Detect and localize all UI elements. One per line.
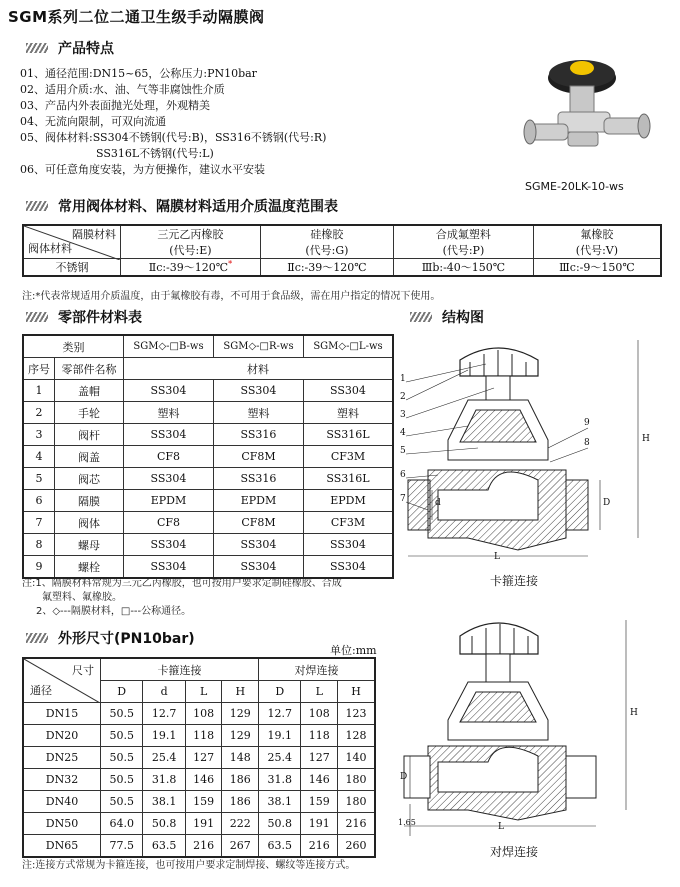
features-list — [20, 66, 326, 178]
parts-row — [23, 534, 393, 556]
unit-label: 单位:mm — [330, 644, 377, 657]
parts-name: 阀杆 — [55, 424, 124, 446]
dim-row — [23, 725, 375, 747]
feature-item: SS316L不锈钢(代号:L) — [96, 147, 214, 160]
dim-group-header: 对焊连接 — [259, 658, 375, 681]
dim-row — [23, 835, 375, 858]
dim-corner-bottom: 通径 — [30, 683, 52, 697]
section-marker-icon — [26, 633, 48, 643]
dim-value: 63.5 — [259, 835, 301, 858]
parts-material: SS304 — [124, 534, 214, 556]
parts-row — [23, 490, 393, 512]
dim-value: 216 — [338, 813, 375, 835]
temp-table-note: 注:*代表常规适用介质温度，由于氟橡胶有毒，不可用于食品级，需在用户指定的情况下使用。 — [22, 291, 441, 302]
part-label: 4 — [400, 428, 406, 438]
dim-sub-header: D — [259, 681, 301, 703]
dim-thickness-label: 1.65 — [398, 818, 416, 827]
dim-value: 108 — [301, 703, 338, 725]
features-heading-text: 产品特点 — [58, 41, 114, 57]
parts-row — [23, 512, 393, 534]
parts-material: SS304 — [213, 556, 303, 579]
dimensions-heading — [26, 628, 195, 648]
structure-heading-text: 结构图 — [442, 310, 484, 326]
temp-col-code: (代号:E) — [121, 242, 261, 259]
dim-L-label: L — [494, 552, 500, 562]
dim-sub-header: H — [338, 681, 375, 703]
dim-value: 260 — [338, 835, 375, 858]
dim-value: 50.5 — [101, 791, 143, 813]
dim-value: 216 — [185, 835, 222, 858]
dim-value: 118 — [301, 725, 338, 747]
dim-D-label: D — [603, 498, 611, 508]
parts-material: CF8 — [124, 446, 214, 468]
dim-value: 148 — [222, 747, 259, 769]
parts-material: CF3M — [303, 512, 393, 534]
structure-heading — [410, 307, 484, 327]
parts-row — [23, 402, 393, 424]
clamp-structure-diagram — [398, 330, 668, 570]
parts-material: SS304 — [303, 380, 393, 402]
parts-no: 1 — [23, 380, 55, 402]
product-photo — [520, 38, 658, 173]
part-label: 3 — [400, 410, 406, 420]
dim-row — [23, 813, 375, 835]
parts-name: 手轮 — [55, 402, 124, 424]
parts-no-header: 序号 — [23, 358, 55, 380]
dim-value: 186 — [222, 791, 259, 813]
dim-value: 186 — [222, 769, 259, 791]
parts-heading-text: 零部件材料表 — [58, 310, 142, 326]
parts-material: SS304 — [303, 556, 393, 579]
parts-name: 盖帽 — [55, 380, 124, 402]
part-label: 2 — [400, 392, 406, 402]
parts-row — [23, 446, 393, 468]
dim-value: 129 — [222, 703, 259, 725]
parts-model-col: SGM◇-□R-ws — [213, 335, 303, 358]
parts-material: CF8M — [213, 446, 303, 468]
dim-value: 50.8 — [259, 813, 301, 835]
feature-item: 04、无流向限制，可双向流通 — [20, 115, 166, 128]
page-title: SGM系列二位二通卫生级手动隔膜阀 — [8, 8, 265, 26]
parts-material: 塑料 — [213, 402, 303, 424]
weld-caption: 对焊连接 — [490, 845, 539, 859]
temp-table-heading-text: 常用阀体材料、隔膜材料适用介质温度范围表 — [58, 199, 338, 215]
dim-value: 118 — [185, 725, 222, 747]
dim-d-label: d — [435, 498, 441, 508]
feature-item: 01、通径范围:DN15~65，公称压力:PN10bar — [20, 67, 257, 80]
parts-no: 8 — [23, 534, 55, 556]
dim-value: 146 — [185, 769, 222, 791]
dim-sub-header: d — [143, 681, 185, 703]
dim-sub-header: L — [185, 681, 222, 703]
dim-value: 77.5 — [101, 835, 143, 858]
feature-item: 06、可任意角度安装，为方便操作，建议水平安装 — [20, 163, 265, 176]
parts-row — [23, 380, 393, 402]
parts-material: SS304 — [124, 468, 214, 490]
temp-col-code: (代号:G) — [260, 242, 393, 259]
dim-value: 180 — [338, 791, 375, 813]
parts-material: EPDM — [213, 490, 303, 512]
dim-value: 129 — [222, 725, 259, 747]
dim-row — [23, 791, 375, 813]
feature-item: 05、阀体材料:SS304不锈钢(代号:B)，SS316不锈钢(代号:R) — [20, 131, 327, 144]
parts-name: 隔膜 — [55, 490, 124, 512]
parts-material: 塑料 — [124, 402, 214, 424]
feature-item: 03、产品内外表面抛光处理，外观精美 — [20, 99, 210, 112]
parts-note-line: 氟塑料、氟橡胶。 — [42, 592, 122, 603]
parts-material-header: 材料 — [124, 358, 394, 380]
parts-no: 6 — [23, 490, 55, 512]
dim-sub-header: H — [222, 681, 259, 703]
dim-row — [23, 747, 375, 769]
corner-bottom-label: 阀体材料 — [28, 242, 72, 255]
dim-value: 108 — [185, 703, 222, 725]
temp-cell — [121, 259, 261, 277]
dim-value: 128 — [338, 725, 375, 747]
parts-row — [23, 556, 393, 579]
temp-col-code: (代号:V) — [533, 242, 661, 259]
dimensions-note: 注:连接方式常规为卡箍连接，也可按用户要求定制焊接、螺纹等连接方式。 — [22, 860, 356, 871]
section-marker-icon — [410, 312, 432, 322]
weld-structure-diagram — [398, 600, 668, 838]
temp-col-header: 三元乙丙橡胶 — [121, 225, 261, 242]
temp-value: Ⅱc:-39～120℃ — [148, 261, 229, 274]
dim-value: 146 — [301, 769, 338, 791]
dim-value: 25.4 — [259, 747, 301, 769]
parts-model-col: SGM◇-□L-ws — [303, 335, 393, 358]
parts-no: 4 — [23, 446, 55, 468]
dim-value: 12.7 — [259, 703, 301, 725]
dim-H-label: H — [642, 434, 650, 444]
dim-value: 64.0 — [101, 813, 143, 835]
dim-value: 191 — [185, 813, 222, 835]
parts-material: SS304 — [213, 534, 303, 556]
parts-no: 5 — [23, 468, 55, 490]
dim-value: 140 — [338, 747, 375, 769]
temp-col-code: (代号:P) — [394, 242, 534, 259]
dim-value: 25.4 — [143, 747, 185, 769]
parts-row — [23, 468, 393, 490]
dim-value: 63.5 — [143, 835, 185, 858]
feature-item: 02、适用介质:水、油、气等非腐蚀性介质 — [20, 83, 225, 96]
parts-no: 2 — [23, 402, 55, 424]
parts-material: SS304 — [124, 556, 214, 579]
section-marker-icon — [26, 43, 48, 53]
part-label: 9 — [584, 418, 590, 428]
dim-D-label: D — [400, 772, 408, 782]
parts-material: SS316 — [213, 424, 303, 446]
parts-material: CF8M — [213, 512, 303, 534]
dim-L-label: L — [498, 822, 504, 832]
parts-material: EPDM — [303, 490, 393, 512]
features-heading — [26, 38, 114, 58]
dim-value: 222 — [222, 813, 259, 835]
dim-value: 50.5 — [101, 747, 143, 769]
dim-dn: DN32 — [23, 769, 101, 791]
temp-table-corner — [23, 225, 121, 259]
dim-value: 38.1 — [143, 791, 185, 813]
parts-name: 螺栓 — [55, 556, 124, 579]
star-mark: * — [228, 259, 233, 269]
parts-material: EPDM — [124, 490, 214, 512]
dim-row — [23, 703, 375, 725]
temp-cell: Ⅱc:-39～120℃ — [260, 259, 393, 277]
dim-value: 12.7 — [143, 703, 185, 725]
dim-value: 127 — [185, 747, 222, 769]
parts-table — [22, 334, 394, 579]
parts-material: CF3M — [303, 446, 393, 468]
parts-material: SS304 — [124, 380, 214, 402]
dimensions-table — [22, 657, 376, 858]
dim-sub-header: D — [101, 681, 143, 703]
dim-value: 216 — [301, 835, 338, 858]
parts-name: 螺母 — [55, 534, 124, 556]
parts-category-label: 类别 — [23, 335, 124, 358]
parts-name-header: 零部件名称 — [55, 358, 124, 380]
parts-material: SS304 — [213, 380, 303, 402]
dim-group-header: 卡箍连接 — [101, 658, 259, 681]
dim-value: 31.8 — [143, 769, 185, 791]
dim-value: 31.8 — [259, 769, 301, 791]
parts-material: SS304 — [303, 534, 393, 556]
parts-material: SS316L — [303, 424, 393, 446]
parts-no: 3 — [23, 424, 55, 446]
temp-cell: Ⅲb:-40～150℃ — [394, 259, 534, 277]
section-marker-icon — [26, 201, 48, 211]
temp-col-header: 氟橡胶 — [533, 225, 661, 242]
dim-value: 19.1 — [143, 725, 185, 747]
temp-cell: Ⅲc:-9～150℃ — [533, 259, 661, 277]
parts-notes — [22, 577, 342, 619]
dim-value: 50.8 — [143, 813, 185, 835]
dim-sub-header: L — [301, 681, 338, 703]
dim-dn: DN50 — [23, 813, 101, 835]
part-label: 7 — [400, 494, 406, 504]
parts-row — [23, 424, 393, 446]
temp-col-header: 硅橡胶 — [260, 225, 393, 242]
dim-table-corner — [23, 658, 101, 703]
temp-col-header: 合成氟塑料 — [394, 225, 534, 242]
dim-value: 191 — [301, 813, 338, 835]
parts-note-line: 2、◇---隔膜材料，□---公称通径。 — [36, 606, 192, 617]
photo-caption: SGME-20LK-10-ws — [525, 180, 624, 193]
dim-value: 50.5 — [101, 769, 143, 791]
dim-value: 123 — [338, 703, 375, 725]
dim-value: 127 — [301, 747, 338, 769]
part-label: 8 — [584, 438, 590, 448]
dim-row — [23, 769, 375, 791]
corner-top-label: 隔膜材料 — [72, 228, 116, 241]
dim-corner-top: 尺寸 — [72, 663, 94, 677]
parts-model-col: SGM◇-□B-ws — [124, 335, 214, 358]
parts-note-line: 注:1、隔膜材料常规为三元乙丙橡胶，也可按用户要求定制硅橡胶、合成 — [22, 578, 342, 589]
dim-value: 50.5 — [101, 725, 143, 747]
part-label: 6 — [400, 470, 406, 480]
parts-material: SS316 — [213, 468, 303, 490]
parts-no: 7 — [23, 512, 55, 534]
temp-table-heading — [26, 196, 338, 216]
dim-value: 50.5 — [101, 703, 143, 725]
part-label: 5 — [400, 446, 406, 456]
dim-value: 159 — [185, 791, 222, 813]
parts-heading — [26, 307, 142, 327]
dim-value: 159 — [301, 791, 338, 813]
parts-name: 阀体 — [55, 512, 124, 534]
dim-value: 38.1 — [259, 791, 301, 813]
dim-H-label: H — [630, 708, 638, 718]
section-marker-icon — [26, 312, 48, 322]
dim-value: 267 — [222, 835, 259, 858]
parts-material: CF8 — [124, 512, 214, 534]
part-label: 1 — [400, 374, 406, 384]
parts-name: 阀盖 — [55, 446, 124, 468]
dim-dn: DN20 — [23, 725, 101, 747]
parts-material: SS316L — [303, 468, 393, 490]
parts-no: 9 — [23, 556, 55, 579]
dim-value: 180 — [338, 769, 375, 791]
dim-dn: DN25 — [23, 747, 101, 769]
dimensions-heading-text: 外形尺寸(PN10bar) — [58, 631, 195, 647]
temp-table — [22, 224, 662, 277]
parts-material: SS304 — [124, 424, 214, 446]
dim-dn: DN15 — [23, 703, 101, 725]
clamp-caption: 卡箍连接 — [490, 574, 539, 588]
dim-value: 19.1 — [259, 725, 301, 747]
parts-name: 阀芯 — [55, 468, 124, 490]
parts-material: 塑料 — [303, 402, 393, 424]
dim-dn: DN40 — [23, 791, 101, 813]
dim-dn: DN65 — [23, 835, 101, 858]
temp-row-label: 不锈钢 — [23, 259, 121, 277]
